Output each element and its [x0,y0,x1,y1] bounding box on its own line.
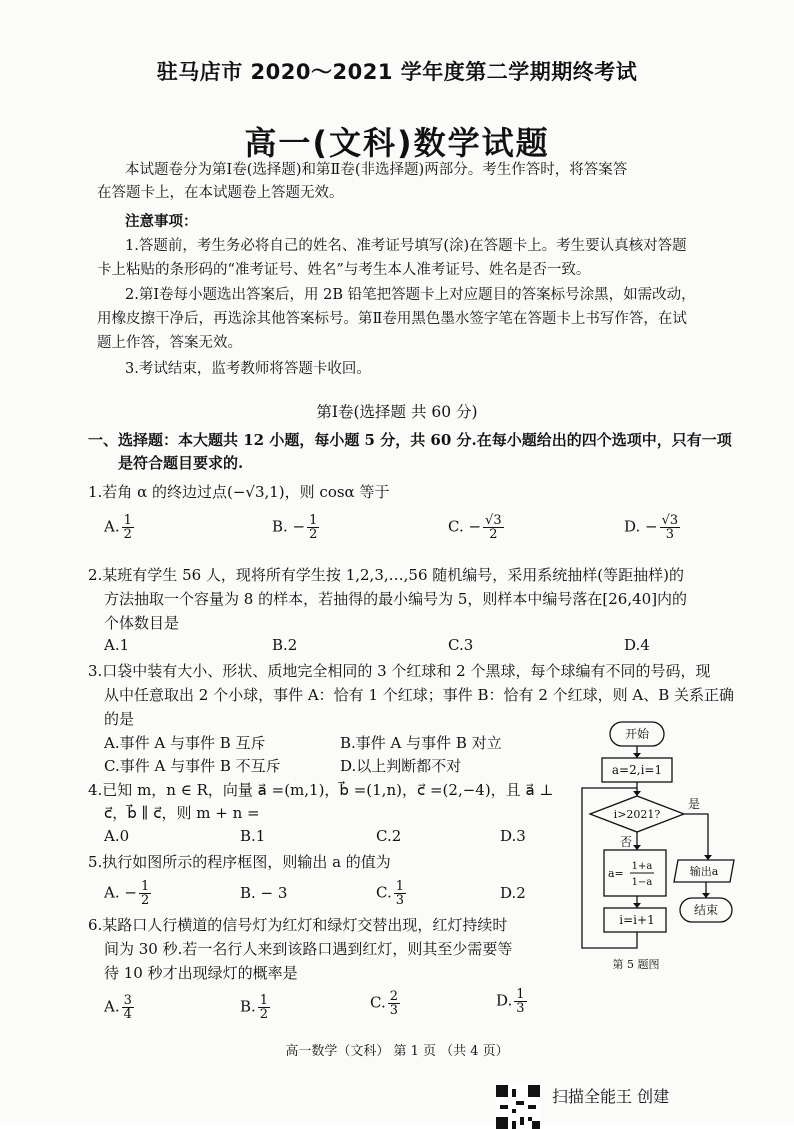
intro-line-2: 在答题卡上，在本试题卷上答题无效。 [97,185,344,201]
q2-line-2: 方法抽取一个容量为 8 的样本，若抽得的最小编号为 5，则样本中编号落在[26,40]内的 [104,590,688,608]
q1-c-frac [483,514,504,541]
q5-option-a [104,880,153,907]
notice-label: 注意事项： [125,213,198,230]
q1-a-frac [122,514,134,541]
q1-b-label: B. − [272,517,306,536]
q1-c-label: C. − [448,517,482,536]
q5-c-num: 1 [395,879,404,894]
q6-option-c [370,990,402,1017]
section-desc-2: 是符合题目要求的. [118,454,244,472]
fc-assign-num: 1+a [631,861,653,872]
q2-line-1: 2.某班有学生 56 人，现将所有学生按 1,2,3,…,56 随机编号，采用系统抽样(等距抽样)的 [88,566,684,584]
q6-b-label: B. [240,997,256,1016]
qr-code-icon [496,1085,540,1129]
q6-a-den: 4 [123,1007,132,1022]
q6-d-frac [514,988,526,1015]
scanner-watermark: 扫描全能王 创建 [552,1087,670,1106]
q6-c-num: 2 [389,989,398,1004]
q4-option-d: D.3 [500,827,526,845]
fc-init: a=2,i=1 [611,763,663,777]
fc-start: 开始 [624,727,650,741]
q5-a-num: 1 [140,879,150,894]
fc-assign-den: 1−a [631,877,653,888]
q4-option-a: A.0 [104,827,130,845]
exam-subject-title: 高一(文科)数学试题 [244,124,550,162]
q2-option-c: C.3 [448,636,474,654]
q5-c-den: 3 [395,893,404,908]
q1-b-num: 1 [309,513,318,528]
q1-b-frac [307,514,319,541]
q1-d-den: 3 [665,527,675,542]
q2-option-d: D.4 [624,636,650,654]
q5-a-label: A. − [104,883,137,902]
q4-line-2: c⃗，b⃗ ∥ c⃗，则 m + n = [104,804,260,822]
q1-option-c [448,514,506,541]
q1-option-a [104,514,136,541]
q2-option-b: B.2 [272,636,298,654]
q6-line-3: 待 10 秒才出现绿灯的概率是 [104,964,298,982]
q4-line-1: 4.已知 m，n ∈ R，向量 a⃗ =(m,1)，b⃗ =(1,n)，c⃗ =(2,−4)，且 a⃗ ⊥ [88,781,554,799]
q6-c-den: 3 [389,1003,398,1018]
q5-c-label: C. [376,883,392,902]
q5-a-den: 2 [140,893,150,908]
q3-line-1: 3.口袋中装有大小、形状、质地完全相同的 3 个红球和 2 个黑球，每个球编有不同的号码，现 [88,662,711,680]
q3-option-a: A.事件 A 与事件 B 互斥 [104,734,266,752]
fc-inc: i=i+1 [619,913,655,927]
q6-option-b [240,994,272,1021]
q6-c-frac [388,990,400,1017]
q6-d-num: 1 [516,987,525,1002]
q1-option-b [272,514,321,541]
q6-d-den: 3 [516,1001,525,1016]
q6-b-den: 2 [259,1007,269,1022]
q5-c-frac [394,880,406,907]
fc-assign-lhs: a= [608,867,624,880]
q1-option-d [624,514,682,541]
q6-c-label: C. [370,993,386,1012]
q1-d-frac [660,514,681,541]
q1-stem: 1.若角 α 的终边过点(−√3,1)，则 cosα 等于 [88,483,390,501]
q4-option-c: C.2 [376,827,402,845]
q5-option-d: D.2 [500,884,526,902]
q1-b-den: 2 [309,527,318,542]
q6-d-label: D. [496,991,513,1010]
q3-option-d: D.以上判断都不对 [340,757,462,775]
q4-option-b: B.1 [240,827,266,845]
fc-no: 否 [620,835,633,849]
q2-line-3: 个体数目是 [104,614,180,632]
fc-end: 结束 [693,903,719,917]
fc-output: 输出a [689,865,719,878]
notice-1a: 1.答题前，考生务必将自己的姓名、准考证号填写(涂)在答题卡上。考生要认真核对答题 [125,238,687,254]
q3-line-2: 从中任意取出 2 个小球，事件 A：恰有 1 个红球；事件 B：恰有 2 个红球，则 A、B 关系正确 [104,686,735,704]
notice-1b: 卡上粘贴的条形码的“准考证号、姓名”与考生本人准考证号、姓名是否一致。 [97,262,591,278]
q6-line-1: 6.某路口人行横道的信号灯为红灯和绿灯交替出现，红灯持续时 [88,916,508,934]
q6-a-label: A. [104,997,120,1016]
q3-option-b: B.事件 A 与事件 B 对立 [340,734,502,752]
fc-cond: i>2021? [613,808,661,821]
q5-a-frac [139,880,151,907]
q6-option-d [496,988,529,1015]
q6-option-a [104,994,136,1021]
program-flowchart [576,718,746,978]
q1-c-num: √3 [485,513,502,528]
q6-a-num: 3 [123,993,132,1008]
q1-c-den: 2 [489,527,498,542]
q6-b-num: 1 [259,993,269,1008]
fc-yes: 是 [688,797,701,811]
q1-d-num: √3 [661,513,679,528]
q5-option-c [376,880,408,907]
q1-a-num: 1 [123,513,132,528]
q2-option-a: A.1 [104,636,130,654]
q3-option-c: C.事件 A 与事件 B 不互斥 [104,757,281,775]
section-desc-1: 一、选择题：本大题共 12 小题，每小题 5 分，共 60 分.在每小题给出的四个选项中，只有一项 [88,431,732,449]
exam-title: 驻马店市 2020～2021 学年度第二学期期终考试 [156,60,638,84]
intro-line-1: 本试题卷分为第Ⅰ卷(选择题)和第Ⅱ卷(非选择题)两部分。考生作答时，将答案答 [125,162,628,178]
notice-2a: 2.第Ⅰ卷每小题选出答案后，用 2B 铅笔把答题卡上对应题目的答案标号涂黑，如需改动， [125,287,696,303]
q5-option-b: B. − 3 [240,884,288,902]
q3-line-3: 的是 [104,710,135,728]
q1-a-den: 2 [123,527,132,542]
notice-3: 3.考试结束，监考教师将答题卡收回。 [125,361,371,377]
notice-2b: 用橡皮擦干净后，再选涂其他答案标号。第Ⅱ卷用黑色墨水签字笔在答题卡上书写作答，在试 [97,311,687,327]
section-title: 第Ⅰ卷(选择题 共 60 分) [316,403,478,421]
fc-caption: 第 5 题图 [612,958,660,971]
q1-d-label: D. − [624,517,658,536]
q6-line-2: 间为 30 秒.若一名行人来到该路口遇到红灯，则其至少需要等 [104,940,513,958]
q6-b-frac [258,994,270,1021]
notice-2c: 题上作答，答案无效。 [97,335,242,351]
q5-stem: 5.执行如图所示的程序框图，则输出 a 的值为 [88,853,391,871]
q1-a-label: A. [104,517,120,536]
page-footer: 高一数学（文科） 第 1 页 （共 4 页） [285,1044,509,1059]
q6-a-frac [122,994,134,1021]
